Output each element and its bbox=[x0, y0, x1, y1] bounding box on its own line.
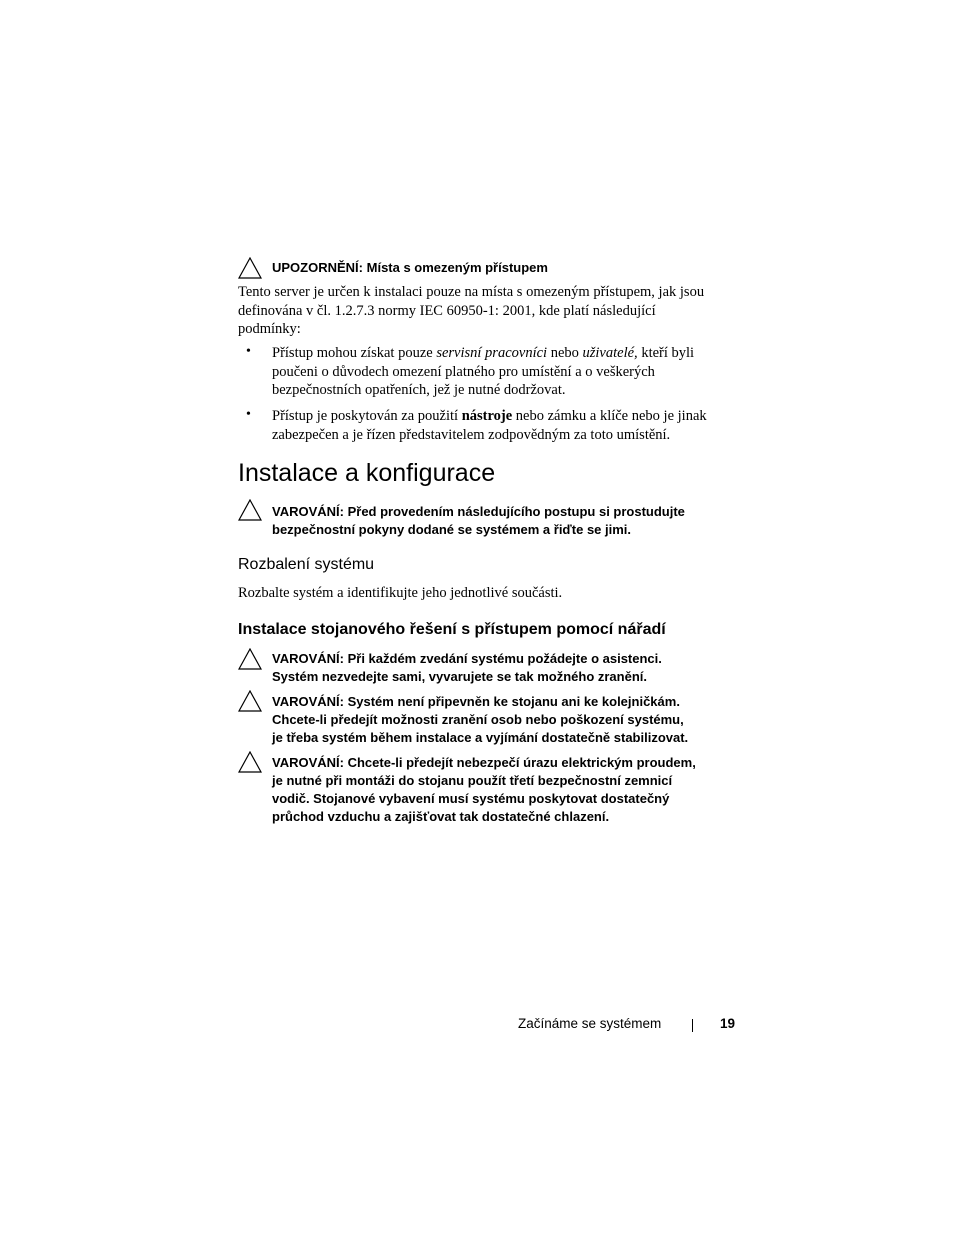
section-heading: Instalace a konfigurace bbox=[238, 459, 496, 487]
bullet-text: kteří byli bbox=[637, 345, 695, 361]
warning-triangle-icon bbox=[238, 257, 262, 279]
bullet-text: nebo zámku a klíče nebo je jinak bbox=[512, 408, 707, 424]
intro-line: podmínky: bbox=[238, 321, 301, 337]
warning-triangle-icon bbox=[238, 648, 262, 670]
warning-triangle-icon bbox=[238, 499, 262, 521]
warning-line: průchod vzduchu a zajišťovat tak dostatečné chlazení. bbox=[272, 809, 610, 824]
bullet-line: poučeni o důvodech omezení platného pro umístění a o veškerých bbox=[272, 363, 655, 380]
page-number: 19 bbox=[720, 1016, 736, 1031]
warning-line: VAROVÁNÍ: Chcete-li předejít nebezpečí úrazu elektrickým proudem, bbox=[272, 755, 696, 770]
warning-text bbox=[272, 650, 772, 686]
footer-title: Začínáme se systémem bbox=[518, 1016, 662, 1031]
bullet-text: Přístup mohou získat pouze bbox=[272, 345, 437, 361]
intro-line: definována v čl. 1.2.7.3 normy IEC 60950-1: 2001, kde platí následující bbox=[238, 302, 656, 319]
bullet-item-1 bbox=[272, 344, 694, 400]
bullet-text: Přístup je poskytován za použití bbox=[272, 408, 462, 424]
warning-text bbox=[272, 503, 772, 539]
intro-line: Tento server je určen k instalaci pouze na místa s omezeným přístupem, jak jsou bbox=[238, 284, 705, 300]
caution-text bbox=[272, 259, 772, 277]
unpack-text: Rozbalte systém a identifikujte jeho jednotlivé součásti. bbox=[238, 585, 563, 601]
warning-text bbox=[272, 754, 772, 826]
bullet-italic: servisní pracovníci bbox=[436, 345, 548, 361]
bullet-bold: nástroje bbox=[461, 408, 513, 424]
bullet-marker: • bbox=[246, 344, 251, 359]
warning-line: VAROVÁNÍ: Systém není připevněn ke stojanu ani ke kolejničkám. bbox=[272, 694, 680, 709]
bullet-text: nebo bbox=[547, 345, 583, 361]
bullet-line: zabezpečen a je řízen představitelem zodpovědným za toto umístění. bbox=[272, 426, 671, 443]
warning-triangle-icon bbox=[238, 690, 262, 712]
bullet-line: bezpečnostních opatřeních, jež je nutné dodržovat. bbox=[272, 382, 566, 398]
warning-line: je třeba systém během instalace a vyjímání dostatečně stabilizovat. bbox=[272, 730, 689, 745]
footer-divider bbox=[692, 1019, 693, 1032]
warning-text bbox=[272, 693, 772, 747]
warning-line: Chcete-li předejít možnosti zranění osob nebo poškození systému, bbox=[272, 712, 684, 727]
bullet-italic: uživatelé, bbox=[582, 345, 638, 361]
warning-line: Systém nezvedejte sami, vyvarujete se tak možného zranění. bbox=[272, 669, 647, 684]
caution-title: Místa s omezeným přístupem bbox=[366, 260, 548, 275]
caution-label: UPOZORNĚNÍ: bbox=[272, 260, 363, 275]
bullet-marker: • bbox=[246, 407, 251, 422]
warning-line: vodič. Stojanové vybavení musí systému poskytovat dostatečný bbox=[272, 791, 670, 806]
warning-triangle-icon bbox=[238, 751, 262, 773]
warning-line: VAROVÁNÍ: Při každém zvedání systému požádejte o asistenci. bbox=[272, 651, 662, 666]
warning-line: je nutné při montáži do stojanu použít třetí bezpečnostní zemnicí bbox=[272, 773, 673, 788]
warning-line: VAROVÁNÍ: Před provedením následujícího postupu si prostudujte bbox=[272, 504, 685, 519]
rack-title: Instalace stojanového řešení s přístupem pomocí nářadí bbox=[238, 621, 666, 638]
bullet-item-2 bbox=[272, 407, 707, 444]
intro-paragraph bbox=[238, 283, 704, 339]
unpack-title: Rozbalení systému bbox=[238, 556, 375, 573]
warning-line: bezpečnostní pokyny dodané se systémem a řiďte se jimi. bbox=[272, 522, 632, 537]
